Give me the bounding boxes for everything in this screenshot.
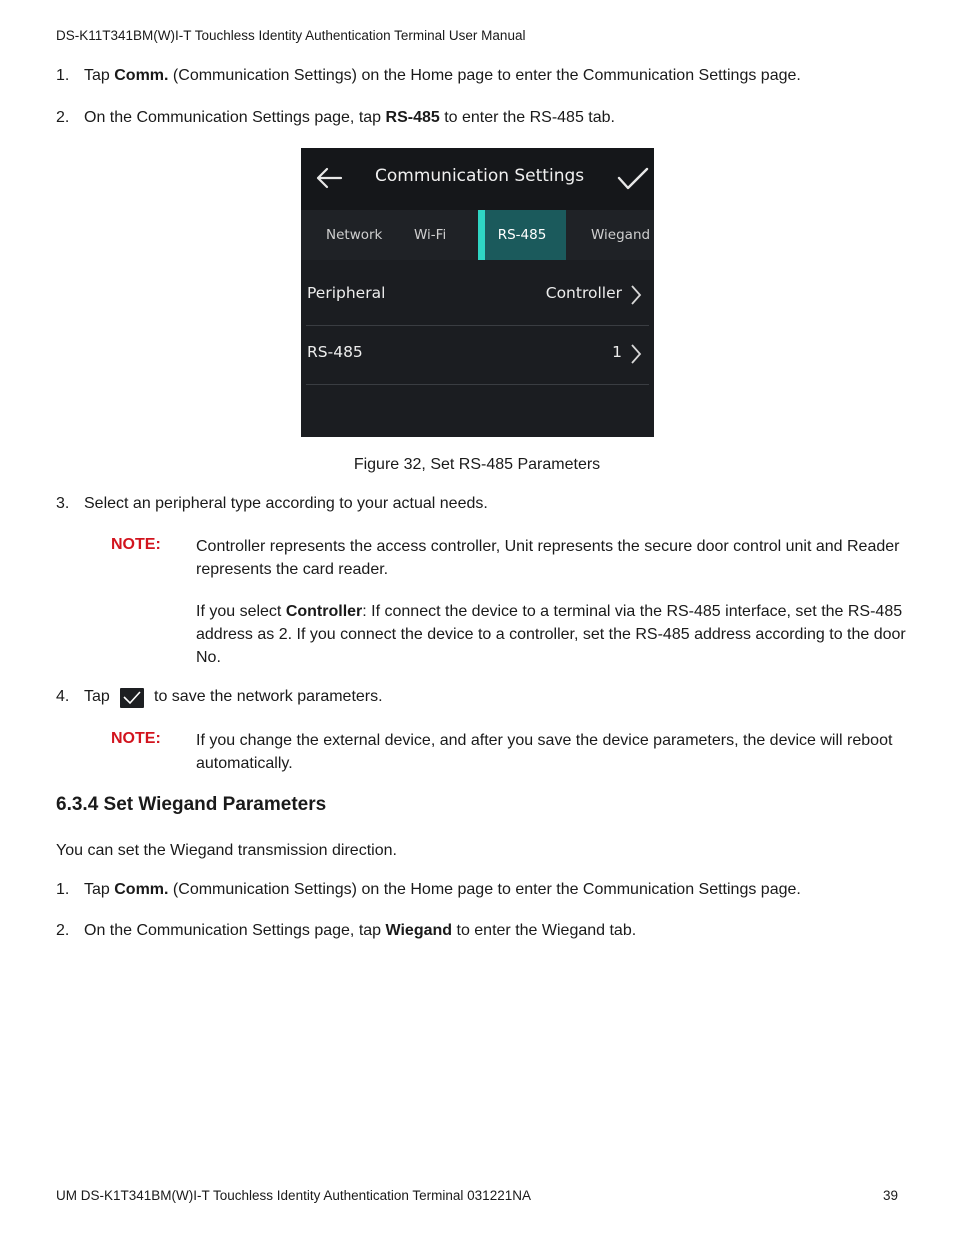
row-divider (306, 384, 649, 385)
step-number: 1. (56, 67, 70, 84)
note-text: If you change the external device, and after you save the device parameters, the device will reboot automatically. (196, 732, 893, 772)
page-footer: UM DS-K1T341BM(W)I-T Touchless Identity Authentication Terminal 031221NA (56, 1188, 531, 1203)
step-text: On the Communication Settings page, tap RS-485 to enter the RS-485 tab. (84, 109, 615, 126)
tab-rs485[interactable]: RS-485 (478, 210, 566, 260)
note-label: NOTE: (111, 536, 161, 553)
step-text: On the Communication Settings page, tap Wiegand to enter the Wiegand tab. (84, 922, 637, 939)
step-text: Tap Comm. (Communication Settings) on the Home page to enter the Communication Settings page. (84, 67, 801, 84)
figure-caption: Figure 32, Set RS-485 Parameters (353, 456, 601, 473)
chevron-right-icon (630, 284, 642, 306)
step-number: 4. (56, 688, 70, 705)
tab-network[interactable]: Network (326, 227, 383, 243)
step-text: Tap Comm. (Communication Settings) on the Home page to enter the Communication Settings page. (84, 881, 801, 898)
section-heading: 6.3.4 Set Wiegand Parameters (56, 794, 327, 815)
tab-wifi[interactable]: Wi-Fi (414, 227, 447, 243)
chevron-right-icon (630, 343, 642, 365)
device-tab-bar (301, 210, 654, 260)
note-text: If you select Controller: If connect the device to a terminal via the RS-485 interface, set the RS-485 address as 2. If you connect the device to a controller, set the RS-485 address according to the door No. (196, 603, 906, 666)
step-text: to save the network parameters. (154, 688, 383, 705)
step-text: Tap (84, 688, 110, 705)
running-header: DS-K11T341BM(W)I-T Touchless Identity Authentication Terminal User Manual (56, 28, 526, 43)
section-intro: You can set the Wiegand transmission direction. (56, 842, 397, 859)
page-number: 39 (882, 1188, 898, 1203)
device-title-bar (301, 148, 654, 210)
confirm-check-icon[interactable] (617, 166, 649, 192)
save-check-icon (120, 688, 144, 708)
note-label: NOTE: (111, 730, 161, 747)
active-tab-indicator (478, 210, 485, 260)
back-arrow-icon[interactable] (315, 166, 343, 190)
row-label: RS-485 (307, 343, 363, 361)
rs485-row[interactable] (301, 325, 654, 383)
note-text: Controller represents the access controller, Unit represents the secure door control unit and Reader represents the card reader. (196, 538, 900, 578)
step-number: 2. (56, 922, 70, 939)
step-number: 1. (56, 881, 70, 898)
row-value: Controller (545, 284, 622, 302)
device-screenshot (301, 148, 654, 437)
tab-wiegand[interactable]: Wiegand (591, 227, 651, 243)
step-text: Select an peripheral type according to your actual needs. (84, 495, 488, 512)
device-screen-title: Communication Settings (375, 166, 585, 186)
peripheral-row[interactable] (301, 266, 654, 324)
row-label: Peripheral (307, 284, 386, 302)
row-value: 1 (612, 343, 622, 361)
step-number: 2. (56, 109, 70, 126)
step-number: 3. (56, 495, 70, 512)
